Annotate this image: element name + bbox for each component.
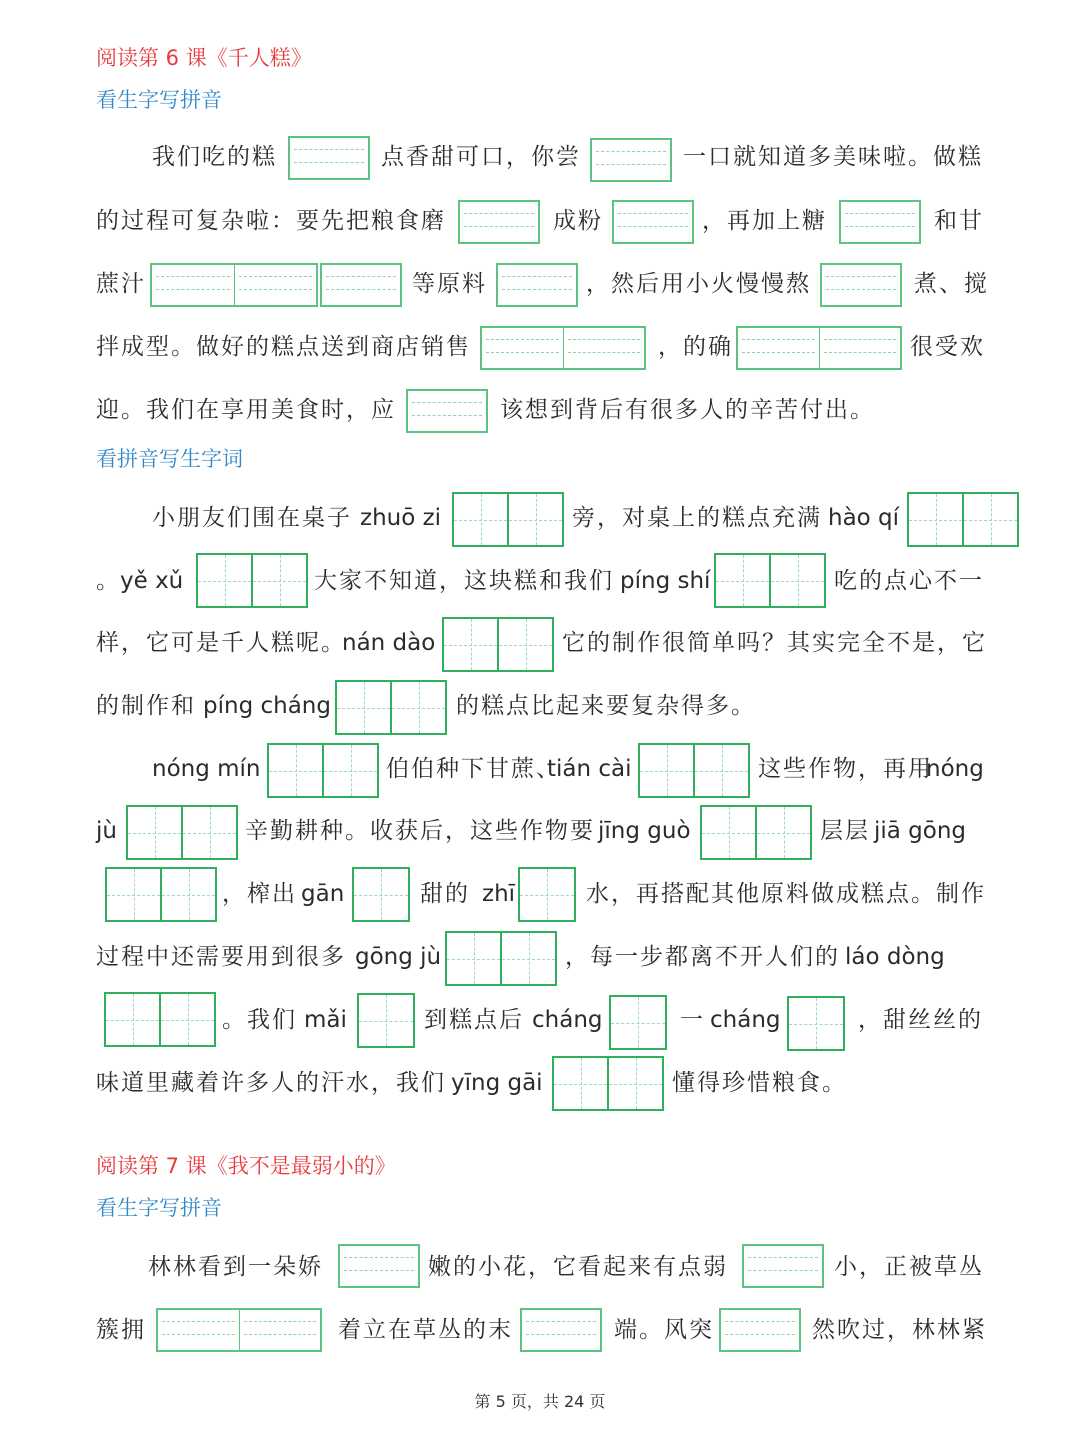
character-grid[interactable] xyxy=(452,492,564,547)
text: ，每一步都离不开人们的 xyxy=(565,944,840,970)
text: 林林看到一朵娇 xyxy=(148,1254,323,1280)
text: 嫩的小花，它看起来有点弱 xyxy=(428,1254,728,1280)
character-grid[interactable] xyxy=(518,867,576,922)
text: 端。风突 xyxy=(614,1317,714,1343)
text: 该想到背后有很多人的辛苦付出。 xyxy=(500,397,875,423)
text: 。我们 xyxy=(222,1007,297,1033)
character-grid[interactable] xyxy=(700,805,812,860)
text: ，然后用小火慢慢熬 xyxy=(586,271,811,297)
character-grid[interactable] xyxy=(907,492,1019,547)
pinyin: nán dào xyxy=(342,630,436,656)
text: 一 xyxy=(680,1007,705,1033)
pinyin-box[interactable] xyxy=(150,263,318,307)
pinyin: gān xyxy=(301,881,345,907)
text: 它的制作很简单吗？其实完全不是，它 xyxy=(562,630,987,656)
text: 过程中还需要用到很多 xyxy=(96,944,346,970)
pinyin: jù xyxy=(96,818,117,844)
character-grid[interactable] xyxy=(104,992,216,1047)
pinyin-box[interactable] xyxy=(156,1308,322,1352)
character-grid[interactable] xyxy=(442,617,554,672)
lesson6-section2-heading: 看拼音写生字词 xyxy=(96,447,243,471)
character-grid[interactable] xyxy=(126,805,238,860)
character-grid[interactable] xyxy=(552,1056,664,1111)
character-grid[interactable] xyxy=(787,996,845,1051)
pinyin-box[interactable] xyxy=(496,263,578,307)
text: 的制作和 xyxy=(96,693,196,719)
pinyin: zhuō zi xyxy=(360,505,442,531)
pinyin-box[interactable] xyxy=(520,1308,602,1352)
pinyin: jiā gōng xyxy=(874,818,967,844)
text: 辛勤耕种。收获后，这些作物要 xyxy=(245,818,595,844)
text: ，榨出 xyxy=(222,881,297,907)
text: 懂得珍惜粮食。 xyxy=(672,1070,847,1096)
text: 蔗汁 xyxy=(96,271,146,297)
text: 迎。我们在享用美食时，应 xyxy=(96,397,396,423)
text: ，的确 xyxy=(658,334,733,360)
pinyin-box[interactable] xyxy=(458,200,540,244)
pinyin: nóng xyxy=(926,756,984,782)
lesson6-title: 阅读第 6 课《千人糕》 xyxy=(96,46,312,70)
lesson7-title: 阅读第 7 课《我不是最弱小的》 xyxy=(96,1154,396,1178)
pinyin-box[interactable] xyxy=(719,1308,801,1352)
pinyin: yě xǔ xyxy=(120,568,184,594)
pinyin: gōng jù xyxy=(355,944,442,970)
text: 和甘 xyxy=(934,208,984,234)
text: 小朋友们围在桌子 xyxy=(152,505,352,531)
pinyin: píng cháng xyxy=(203,693,331,719)
pinyin-box[interactable] xyxy=(480,326,646,370)
character-grid[interactable] xyxy=(609,995,667,1050)
text: 一口就知道多美味啦。做糕 xyxy=(683,144,983,170)
pinyin-box[interactable] xyxy=(612,200,694,244)
text: 甜的 xyxy=(420,881,470,907)
pinyin-box[interactable] xyxy=(839,200,921,244)
pinyin-box[interactable] xyxy=(406,389,488,433)
pinyin: píng shí xyxy=(620,568,711,594)
text: 点香甜可口，你尝 xyxy=(381,144,581,170)
text: 很受欢 xyxy=(910,334,985,360)
pinyin: hào qí xyxy=(828,505,900,531)
text: 簇拥 xyxy=(96,1317,146,1343)
pinyin-box[interactable] xyxy=(590,138,672,182)
text: 味道里藏着许多人的汗水，我们 xyxy=(96,1070,446,1096)
text: 等原料 xyxy=(412,271,487,297)
character-grid[interactable] xyxy=(357,993,415,1048)
character-grid[interactable] xyxy=(445,931,557,986)
pinyin: zhī xyxy=(482,881,516,907)
text: 成粉 xyxy=(553,208,603,234)
character-grid[interactable] xyxy=(267,743,379,798)
text: 这些作物，再用 xyxy=(758,756,933,782)
text: 伯伯种下甘蔗、 xyxy=(386,756,561,782)
text: 小，正被草丛 xyxy=(834,1254,984,1280)
text: 样，它可是千人糕呢。 xyxy=(96,630,346,656)
pinyin-box[interactable] xyxy=(320,263,402,307)
text: 旁，对桌上的糕点充满 xyxy=(572,505,822,531)
character-grid[interactable] xyxy=(714,553,826,608)
text: ，甜丝丝的 xyxy=(858,1007,983,1033)
lesson6-section1-heading: 看生字写拼音 xyxy=(96,88,222,112)
text: 水，再搭配其他原料做成糕点。制作 xyxy=(586,881,986,907)
text: 的糕点比起来要复杂得多。 xyxy=(456,693,756,719)
lesson7-section1-heading: 看生字写拼音 xyxy=(96,1196,222,1220)
character-grid[interactable] xyxy=(352,867,410,922)
pinyin: láo dòng xyxy=(845,944,945,970)
pinyin: cháng xyxy=(532,1007,603,1033)
text: 拌成型。做好的糕点送到商店销售 xyxy=(96,334,471,360)
text: ，再加上糖 xyxy=(702,208,827,234)
text: 煮、搅 xyxy=(914,271,989,297)
text: 大家不知道，这块糕和我们 xyxy=(314,568,614,594)
text: 然吹过，林林紧 xyxy=(812,1317,987,1343)
page-number: 第 5 页，共 24 页 xyxy=(474,1392,606,1411)
text: 。 xyxy=(96,568,121,594)
pinyin: mǎi xyxy=(304,1007,347,1033)
text: 层层 xyxy=(820,818,870,844)
pinyin-box[interactable] xyxy=(288,136,370,180)
text: 到糕点后 xyxy=(424,1007,524,1033)
pinyin: tián cài xyxy=(547,756,632,782)
text: 的过程可复杂啦：要先把粮食磨 xyxy=(96,208,446,234)
character-grid[interactable] xyxy=(196,553,308,608)
character-grid[interactable] xyxy=(638,743,750,798)
pinyin-box[interactable] xyxy=(820,263,902,307)
pinyin: nóng mín xyxy=(152,756,261,782)
text: 我们吃的糕 xyxy=(152,144,277,170)
text: 着立在草丛的末 xyxy=(338,1317,513,1343)
text: 吃的点心不一 xyxy=(834,568,984,594)
pinyin: yīng gāi xyxy=(451,1070,543,1096)
pinyin: jīng guò xyxy=(598,818,691,844)
pinyin-box[interactable] xyxy=(338,1244,420,1288)
pinyin-box[interactable] xyxy=(736,326,902,370)
character-grid[interactable] xyxy=(335,680,447,735)
character-grid[interactable] xyxy=(105,867,217,922)
pinyin: cháng xyxy=(710,1007,781,1033)
pinyin-box[interactable] xyxy=(742,1244,824,1288)
